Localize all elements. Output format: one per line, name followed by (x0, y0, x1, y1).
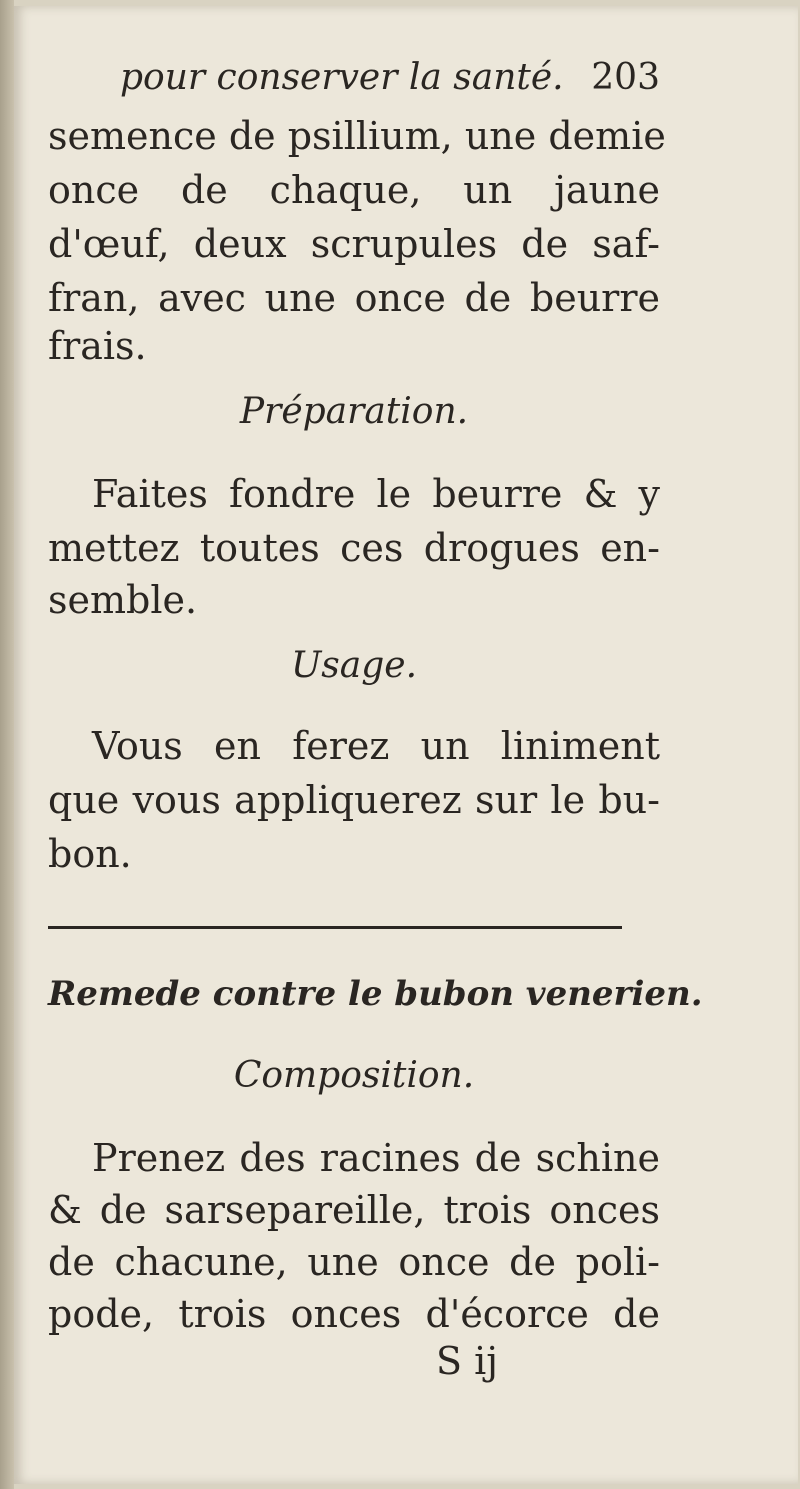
text-line: bon. (48, 832, 132, 876)
remedy-title: Remede contre le bubon venerien. (48, 974, 703, 1014)
text-line: Vous en ferez un liniment (92, 724, 660, 768)
text-line: d'œuf, deux scrupules de saf- (48, 222, 660, 266)
text-line: & de sarsepareille, trois onces (48, 1188, 660, 1232)
text-line: pode, trois onces d'écorce de (48, 1292, 660, 1336)
usage-heading: Usage. (290, 645, 418, 686)
text-line: semence de psillium, une demie (48, 114, 666, 158)
composition-heading: Composition. (233, 1055, 475, 1096)
text-line: que vous appliquerez sur le bu- (48, 778, 660, 822)
text-line: mettez toutes ces drogues en- (48, 526, 660, 570)
text-line: semble. (48, 578, 198, 622)
text-line: Faites fondre le beurre & y (92, 472, 660, 516)
signature-mark: S ij (436, 1339, 499, 1383)
running-title: pour conserver la santé. (120, 57, 564, 98)
running-header (120, 50, 660, 106)
text-line: once de chaque, un jaune (48, 168, 660, 212)
text-line: fran, avec une once de beurre (48, 276, 660, 320)
text-line: Prenez des racines de schine (92, 1136, 660, 1180)
text-line: de chacune, une once de poli- (48, 1240, 660, 1284)
page-number: 203 (591, 57, 660, 98)
book-spine-shadow (0, 0, 14, 1489)
text-line: frais. (48, 324, 147, 368)
section-divider (48, 926, 622, 929)
preparation-heading: Préparation. (239, 391, 469, 432)
